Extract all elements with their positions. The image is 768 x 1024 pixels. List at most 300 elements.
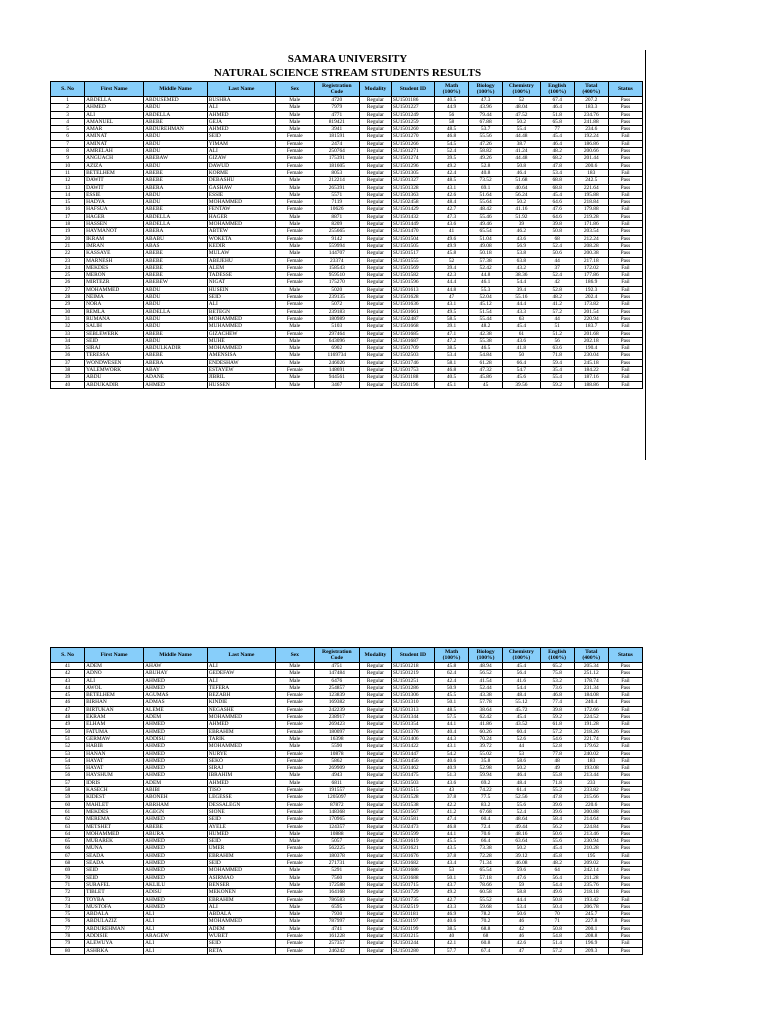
- cell-sex: Male: [275, 359, 314, 366]
- cell-last-name: EBRAHIM: [207, 728, 275, 735]
- cell-math: 45.5: [435, 692, 469, 699]
- cell-middle-name: AHMED: [144, 677, 208, 684]
- cell-biology: 68.8: [469, 925, 503, 932]
- cell-sex: Female: [275, 787, 314, 794]
- cell-last-name: LEGESSE: [207, 794, 275, 801]
- cell-sex: Female: [275, 133, 314, 140]
- cell-last-name: AYELE: [207, 823, 275, 830]
- cell-first-name: NORA: [85, 301, 144, 308]
- cell-last-name: ALEM: [207, 264, 275, 271]
- cell-math: 49.2: [435, 162, 469, 169]
- cell-status: Fail: [608, 757, 642, 764]
- cell-status: Fail: [608, 221, 642, 228]
- cell-total: 205.34: [574, 663, 608, 670]
- table-row: [51, 140, 643, 147]
- cell-chemistry: 44.48: [503, 133, 540, 140]
- cell-chemistry: 39.4: [503, 286, 540, 293]
- cell-chemistry: 54.4: [503, 279, 540, 286]
- cell-middle-name: ABDELLA: [144, 308, 208, 315]
- cell-math: 40.6: [435, 757, 469, 764]
- cell-biology: 70.24: [469, 735, 503, 742]
- cell-status: Fail: [608, 264, 642, 271]
- cell-sno: 71: [51, 881, 85, 888]
- cell-math: 40.6: [435, 918, 469, 925]
- cell-status: Fail: [608, 279, 642, 286]
- cell-chemistry: 42: [503, 925, 540, 932]
- cell-sex: Male: [275, 242, 314, 249]
- cell-chemistry: 50.6: [503, 911, 540, 918]
- cell-english: 47.8: [540, 794, 574, 801]
- header-english: English (100%): [540, 82, 574, 97]
- cell-english: 39.6: [540, 801, 574, 808]
- cell-chemistry: 39.12: [503, 852, 540, 859]
- cell-sex: Female: [275, 947, 314, 954]
- cell-sex: Female: [275, 889, 314, 896]
- cell-total: 208.8: [574, 932, 608, 939]
- cell-biology: 55.02: [469, 750, 503, 757]
- cell-chemistry: 41.8: [503, 345, 540, 352]
- cell-middle-name: ADISU: [144, 889, 208, 896]
- cell-biology: 38.64: [469, 706, 503, 713]
- cell-modality: Regular: [360, 228, 392, 235]
- cell-english: 58.4: [540, 816, 574, 823]
- cell-first-name: DAWIT: [85, 177, 144, 184]
- cell-first-name: MUNA: [85, 845, 144, 852]
- header-first-name: First Name: [85, 82, 144, 97]
- cell-biology: 55.52: [469, 896, 503, 903]
- cell-status: Fail: [608, 374, 642, 381]
- cell-english: 64.6: [540, 213, 574, 220]
- cell-registration-code: 5590: [314, 743, 359, 750]
- cell-biology: 67.88: [469, 118, 503, 125]
- cell-total: 218.18: [574, 889, 608, 896]
- cell-sex: Female: [275, 228, 314, 235]
- cell-math: 45.1: [435, 381, 469, 388]
- cell-english: 52.8: [540, 743, 574, 750]
- cell-registration-code: 7979: [314, 104, 359, 111]
- cell-status: Fail: [608, 677, 642, 684]
- cell-biology: 57.38: [469, 257, 503, 264]
- cell-biology: 49.26: [469, 155, 503, 162]
- cell-biology: 67.68: [469, 808, 503, 815]
- cell-last-name: ABTEW: [207, 228, 275, 235]
- cell-chemistry: 45.4: [503, 714, 540, 721]
- cell-total: 245.7: [574, 911, 608, 918]
- cell-last-name: MOHAMMED: [207, 918, 275, 925]
- cell-status: Pass: [608, 881, 642, 888]
- cell-total: 215.66: [574, 794, 608, 801]
- cell-registration-code: 643096: [314, 337, 359, 344]
- cell-sex: Male: [275, 345, 314, 352]
- cell-chemistry: 47: [503, 947, 540, 954]
- cell-chemistry: 55.16: [503, 294, 540, 301]
- cell-registration-code: 180989: [314, 315, 359, 322]
- cell-last-name: MOHAMMED: [207, 315, 275, 322]
- cell-student-id: SU1501503: [391, 779, 434, 786]
- cell-sno: 58: [51, 787, 85, 794]
- cell-middle-name: ABRHAM: [144, 801, 208, 808]
- cell-math: 47: [435, 294, 469, 301]
- cell-modality: Regular: [360, 684, 392, 691]
- cell-student-id: SU1501599: [391, 830, 434, 837]
- cell-last-name: GIZACHEW: [207, 330, 275, 337]
- cell-last-name: KORME: [207, 169, 275, 176]
- cell-middle-name: ABDUSEMED: [144, 97, 208, 104]
- cell-last-name: SIRAJ: [207, 765, 275, 772]
- cell-middle-name: ABEBE: [144, 272, 208, 279]
- table-row: [51, 940, 643, 947]
- cell-biology: 79.44: [469, 111, 503, 118]
- cell-biology: 72.4: [469, 823, 503, 830]
- cell-first-name: ESSIE: [85, 191, 144, 198]
- cell-english: 75.8: [540, 670, 574, 677]
- table-row: [51, 714, 643, 721]
- cell-total: 202.18: [574, 337, 608, 344]
- table-header-row: [51, 648, 643, 663]
- cell-last-name: ABEJEHU: [207, 257, 275, 264]
- cell-biology: 57.78: [469, 699, 503, 706]
- cell-registration-code: 5291: [314, 867, 359, 874]
- cell-status: Fail: [608, 191, 642, 198]
- cell-registration-code: 242239: [314, 706, 359, 713]
- cell-english: 71: [540, 918, 574, 925]
- cell-modality: Regular: [360, 118, 392, 125]
- cell-sno: 12: [51, 177, 85, 184]
- cell-english: 50.8: [540, 896, 574, 903]
- cell-middle-name: ABDU: [144, 104, 208, 111]
- cell-chemistry: 48.04: [503, 104, 540, 111]
- cell-middle-name: ABDULKADIR: [144, 345, 208, 352]
- header-math: Math (100%): [435, 82, 469, 97]
- cell-sex: Male: [275, 118, 314, 125]
- cell-first-name: AMAR: [85, 126, 144, 133]
- cell-middle-name: ALI: [144, 918, 208, 925]
- header-sex: Sex: [275, 82, 314, 97]
- cell-status: Fail: [608, 692, 642, 699]
- cell-registration-code: 158543: [314, 264, 359, 271]
- cell-modality: Regular: [360, 235, 392, 242]
- cell-status: Pass: [608, 816, 642, 823]
- table-row: [51, 830, 643, 837]
- cell-student-id: SU1501528: [391, 794, 434, 801]
- page-break-line: [645, 50, 646, 460]
- cell-student-id: SU1501687: [391, 337, 434, 344]
- cell-sex: Female: [275, 728, 314, 735]
- cell-total: 191.28: [574, 721, 608, 728]
- cell-sex: Male: [275, 684, 314, 691]
- cell-sno: 15: [51, 199, 85, 206]
- cell-student-id: SU1501432: [391, 213, 434, 220]
- cell-sno: 43: [51, 677, 85, 684]
- cell-sex: Female: [275, 294, 314, 301]
- cell-english: 45.4: [540, 191, 574, 198]
- cell-modality: Regular: [360, 294, 392, 301]
- cell-student-id: SU1501613: [391, 286, 434, 293]
- cell-total: 177.86: [574, 272, 608, 279]
- cell-biology: 70.6: [469, 830, 503, 837]
- cell-biology: 71.34: [469, 860, 503, 867]
- cell-modality: Regular: [360, 169, 392, 176]
- cell-registration-code: 191557: [314, 787, 359, 794]
- cell-biology: 45: [469, 381, 503, 388]
- cell-math: 43.5: [435, 845, 469, 852]
- cell-biology: 68: [469, 932, 503, 939]
- cell-last-name: SEID: [207, 860, 275, 867]
- cell-modality: Regular: [360, 706, 392, 713]
- header-math: Math (100%): [435, 648, 469, 663]
- cell-math: 48.5: [435, 706, 469, 713]
- cell-modality: Regular: [360, 860, 392, 867]
- cell-middle-name: ABEBEW: [144, 279, 208, 286]
- cell-total: 188.86: [574, 381, 608, 388]
- cell-registration-code: 254857: [314, 684, 359, 691]
- cell-middle-name: AHMED: [144, 772, 208, 779]
- cell-status: Pass: [608, 845, 642, 852]
- cell-math: 47.3: [435, 213, 469, 220]
- cell-sex: Male: [275, 126, 314, 133]
- cell-first-name: AMRELAH: [85, 148, 144, 155]
- cell-english: 42: [540, 279, 574, 286]
- cell-biology: 50.18: [469, 250, 503, 257]
- cell-sex: Male: [275, 352, 314, 359]
- cell-sex: Female: [275, 816, 314, 823]
- cell-english: 52.4: [540, 242, 574, 249]
- cell-registration-code: 2474: [314, 140, 359, 147]
- cell-student-id: SU1501515: [391, 787, 434, 794]
- cell-status: Fail: [608, 706, 642, 713]
- header-student-id: Student ID: [391, 648, 434, 663]
- cell-student-id: SU1501196: [391, 381, 434, 388]
- cell-math: 49.9: [435, 242, 469, 249]
- cell-registration-code: 959510: [314, 272, 359, 279]
- cell-biology: 51.54: [469, 308, 503, 315]
- cell-last-name: AHMED: [207, 779, 275, 786]
- cell-english: 59.4: [540, 359, 574, 366]
- cell-sno: 18: [51, 221, 85, 228]
- cell-chemistry: 55.12: [503, 699, 540, 706]
- cell-biology: 73.52: [469, 177, 503, 184]
- cell-student-id: SU1501181: [391, 911, 434, 918]
- table-row: [51, 162, 643, 169]
- cell-sex: Male: [275, 735, 314, 742]
- cell-biology: 54.84: [469, 352, 503, 359]
- cell-last-name: GIZAW: [207, 155, 275, 162]
- cell-total: 234.6: [574, 126, 608, 133]
- cell-last-name: ABDALA: [207, 911, 275, 918]
- cell-english: 56.4: [540, 874, 574, 881]
- cell-first-name: HAYAT: [85, 765, 144, 772]
- table-row: [51, 177, 643, 184]
- cell-math: 54.2: [435, 750, 469, 757]
- cell-sex: Female: [275, 315, 314, 322]
- cell-registration-code: 5072: [314, 301, 359, 308]
- cell-biology: 60.58: [469, 889, 503, 896]
- cell-math: 46.8: [435, 133, 469, 140]
- cell-last-name: WOKETA: [207, 235, 275, 242]
- cell-sno: 67: [51, 852, 85, 859]
- cell-english: 48.2: [540, 294, 574, 301]
- cell-status: Fail: [608, 852, 642, 859]
- cell-english: 47.6: [540, 206, 574, 213]
- cell-first-name: ADEM: [85, 663, 144, 670]
- cell-chemistry: 51.68: [503, 177, 540, 184]
- cell-first-name: MEKDES: [85, 264, 144, 271]
- cell-middle-name: AHMED: [144, 721, 208, 728]
- table-row: [51, 896, 643, 903]
- cell-middle-name: AHAW: [144, 663, 208, 670]
- cell-sno: 44: [51, 684, 85, 691]
- cell-sno: 38: [51, 366, 85, 373]
- cell-chemistry: 58.6: [503, 757, 540, 764]
- cell-chemistry: 45.6: [503, 374, 540, 381]
- cell-registration-code: 4771: [314, 111, 359, 118]
- cell-modality: Regular: [360, 925, 392, 932]
- cell-registration-code: 5057: [314, 838, 359, 845]
- cell-total: 233.82: [574, 787, 608, 794]
- cell-first-name: HAYAT: [85, 757, 144, 764]
- cell-biology: 78.2: [469, 911, 503, 918]
- cell-biology: 47.32: [469, 366, 503, 373]
- cell-sex: Male: [275, 191, 314, 198]
- cell-english: 48: [540, 757, 574, 764]
- cell-sex: Female: [275, 279, 314, 286]
- cell-sno: 66: [51, 845, 85, 852]
- table-row: [51, 765, 643, 772]
- cell-student-id: SU1501735: [391, 896, 434, 903]
- cell-chemistry: 50: [503, 352, 540, 359]
- cell-sno: 51: [51, 735, 85, 742]
- table-row: [51, 808, 643, 815]
- cell-registration-code: 4720: [314, 97, 359, 104]
- cell-student-id: SU1501310: [391, 699, 434, 706]
- cell-student-id: SU1501259: [391, 118, 434, 125]
- cell-registration-code: 170965: [314, 816, 359, 823]
- cell-english: 59.2: [540, 714, 574, 721]
- cell-first-name: MAHLET: [85, 801, 144, 808]
- cell-modality: Regular: [360, 830, 392, 837]
- cell-chemistry: 60.4: [503, 728, 540, 735]
- cell-last-name: ESSIE: [207, 191, 275, 198]
- cell-math: 42.4: [435, 169, 469, 176]
- cell-registration-code: 4943: [314, 772, 359, 779]
- cell-middle-name: AHMED: [144, 381, 208, 388]
- cell-chemistry: 55.4: [503, 126, 540, 133]
- cell-modality: Regular: [360, 692, 392, 699]
- cell-biology: 44.8: [469, 272, 503, 279]
- cell-chemistry: 45.4: [503, 663, 540, 670]
- cell-chemistry: 46.2: [503, 228, 540, 235]
- cell-biology: 55.64: [469, 199, 503, 206]
- cell-first-name: ASHRKA: [85, 947, 144, 954]
- cell-sno: 34: [51, 337, 85, 344]
- cell-math: 46.9: [435, 911, 469, 918]
- cell-chemistry: 38.36: [503, 272, 540, 279]
- header-registration-code: Registration Code: [314, 82, 359, 97]
- cell-biology: 57.18: [469, 874, 503, 881]
- cell-math: 62.4: [435, 670, 469, 677]
- table-row: [51, 757, 643, 764]
- cell-status: Pass: [608, 235, 642, 242]
- cell-total: 186.9: [574, 279, 608, 286]
- cell-last-name: MEKONEN: [207, 889, 275, 896]
- cell-sno: 56: [51, 772, 85, 779]
- cell-total: 200.6: [574, 162, 608, 169]
- cell-english: 71.8: [540, 779, 574, 786]
- cell-total: 173.82: [574, 301, 608, 308]
- header-modality: Modality: [360, 648, 392, 663]
- cell-student-id: SU1501286: [391, 684, 434, 691]
- cell-status: Pass: [608, 337, 642, 344]
- cell-modality: Regular: [360, 286, 392, 293]
- cell-sex: Female: [275, 794, 314, 801]
- table-row: [51, 867, 643, 874]
- cell-chemistry: 46.4: [503, 169, 540, 176]
- cell-sex: Male: [275, 881, 314, 888]
- cell-sex: Female: [275, 765, 314, 772]
- cell-student-id: SU1501227: [391, 104, 434, 111]
- cell-biology: 51.64: [469, 191, 503, 198]
- cell-sex: Male: [275, 663, 314, 670]
- cell-status: Fail: [608, 286, 642, 293]
- cell-middle-name: ABERA: [144, 184, 208, 191]
- cell-sno: 14: [51, 191, 85, 198]
- cell-first-name: METSHET: [85, 823, 144, 830]
- cell-sex: Female: [275, 301, 314, 308]
- cell-registration-code: 8871: [314, 213, 359, 220]
- cell-chemistry: 48.4: [503, 692, 540, 699]
- header-sno: S. No: [51, 82, 85, 97]
- cell-chemistry: 39.56: [503, 381, 540, 388]
- cell-status: Pass: [608, 315, 642, 322]
- cell-english: 46.4: [540, 104, 574, 111]
- cell-middle-name: AHMED: [144, 874, 208, 881]
- cell-registration-code: 181605: [314, 162, 359, 169]
- cell-biology: 55.56: [469, 133, 503, 140]
- header-sex: Sex: [275, 648, 314, 663]
- cell-middle-name: ABDU: [144, 301, 208, 308]
- cell-first-name: SEID: [85, 337, 144, 344]
- table-row: [51, 148, 643, 155]
- table-row: [51, 286, 643, 293]
- cell-student-id: SU1501306: [391, 692, 434, 699]
- cell-student-id: SU1501188: [391, 374, 434, 381]
- cell-biology: 74.22: [469, 787, 503, 794]
- cell-middle-name: ABDU: [144, 199, 208, 206]
- cell-first-name: BIRTUKAN: [85, 706, 144, 713]
- cell-english: 55.6: [540, 838, 574, 845]
- cell-sex: Female: [275, 257, 314, 264]
- cell-sex: Female: [275, 699, 314, 706]
- cell-registration-code: 4751: [314, 663, 359, 670]
- cell-total: 202.4: [574, 294, 608, 301]
- cell-sex: Female: [275, 162, 314, 169]
- cell-modality: Regular: [360, 221, 392, 228]
- cell-english: 50.4: [540, 903, 574, 910]
- cell-english: 70: [540, 911, 574, 918]
- cell-modality: Regular: [360, 867, 392, 874]
- cell-math: 52.4: [435, 148, 469, 155]
- cell-last-name: TISO: [207, 787, 275, 794]
- cell-english: 49.6: [540, 889, 574, 896]
- cell-total: 213.44: [574, 772, 608, 779]
- table-row: [51, 374, 643, 381]
- cell-total: 220.6: [574, 801, 608, 808]
- cell-middle-name: ABAY: [144, 366, 208, 373]
- cell-registration-code: 161228: [314, 932, 359, 939]
- cell-last-name: ADEM: [207, 925, 275, 932]
- cell-modality: Regular: [360, 148, 392, 155]
- cell-math: 51.3: [435, 772, 469, 779]
